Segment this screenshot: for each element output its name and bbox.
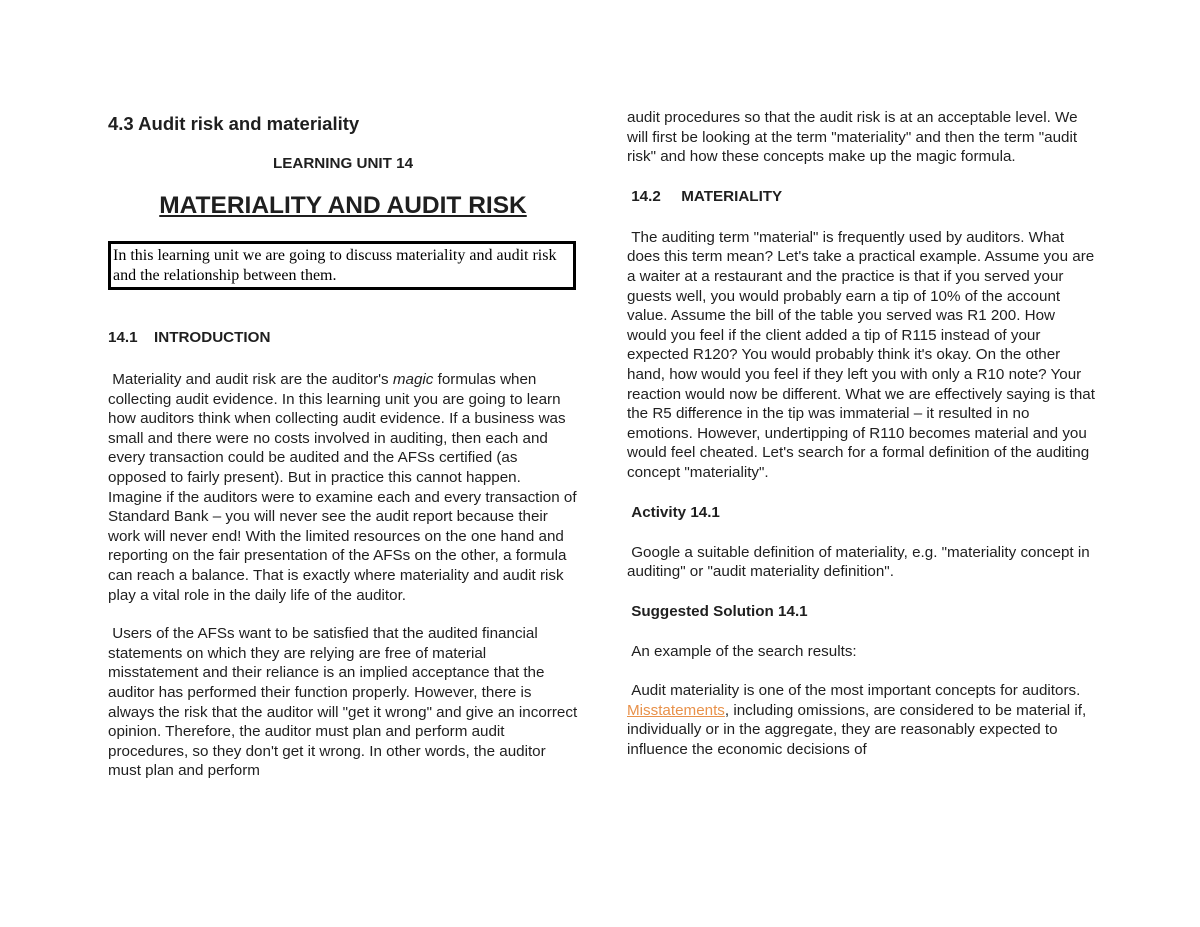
solution-heading <box>627 602 1097 622</box>
section-title: 4.3 Audit risk and materiality <box>108 113 360 134</box>
misstatements-link[interactable]: Misstatements <box>627 701 725 719</box>
paragraph-text-start: Materiality and audit risk are the auditor's <box>112 371 393 388</box>
paragraph-text-start: Audit materiality is one of the most important concepts for auditors. <box>631 682 1081 700</box>
materiality-paragraph <box>627 228 1097 483</box>
paragraph-text: Google a suitable definition of materiality, e.g. "materiality concept in auditing" or "audit materiality definition". <box>627 543 1090 581</box>
solution-paragraph <box>627 681 1097 759</box>
right-column <box>627 108 1097 760</box>
learning-unit-title: MATERIALITY AND AUDIT RISK <box>159 192 527 219</box>
heading-number: 14.2 <box>631 187 661 205</box>
paragraph-text-rest: formulas when collecting audit evidence. In this learning unit you are going to learn how auditors think when collecting audit evidence. If a business was small and there were no costs involved in auditing, then each and every transaction could be audited and the AFSs certified (as opposed to fairly present). But in practice this cannot happen. Imagine if the auditors were to examine each and every transaction of Standard Bank – you will never see the audit report because their work will never end! With the limited resources on the one hand and reporting on the fair presentation of the AFSs on the other, a formula can reach a balance. That is exactly where materiality and audit risk play a vital role in the daily life of the auditor. <box>108 371 577 604</box>
paragraph-text: The auditing term "material" is frequently used by auditors. What does this term mean? Let's take a practical example. Assume you are a waiter at a restaurant and the practice is that if you served your guests well, you would probably earn a tip of 10% of the account value. Assume the bill of the table you served was R1 200. How would you feel if the client added a tip of R115 instead of your expected R120? You would probably think it's okay. On the other hand, how would you feel if they left you with only a R10 note? Your reaction would now be different. What we are effectively saying is that the R5 difference in the tip was immaterial – it resulted in no emotions. However, undertipping of R110 becomes material and you would feel cheated. Let's search for a formal definition of the auditing concept "materiality". <box>627 228 1095 481</box>
paragraph-text: Users of the AFSs want to be satisfied that the audited financial statements on which they are relying are free of material misstatement and their reliance is an implied acceptance that the auditor has performed their function properly. However, there is always the risk that the auditor will "get it wrong" and give an incorrect opinion. Therefore, the auditor must plan and perform audit procedures, so they don't get it wrong. In other words, the auditor must plan and perform <box>108 625 578 780</box>
paragraph-text: An example of the search results: <box>631 642 857 660</box>
activity-heading <box>627 503 1097 523</box>
materiality-heading <box>627 187 1097 207</box>
introduction-heading <box>108 328 578 348</box>
learning-unit-label: LEARNING UNIT 14 <box>272 155 414 172</box>
users-paragraph <box>108 624 578 781</box>
activity-heading-text: Activity 14.1 <box>631 503 720 521</box>
heading-number: 14.1 <box>108 329 138 346</box>
paragraph-italic-word: magic <box>392 371 434 388</box>
heading-label: MATERIALITY <box>681 187 783 205</box>
left-column <box>108 108 578 781</box>
solution-intro <box>627 642 1097 662</box>
heading-label: INTRODUCTION <box>154 329 271 346</box>
solution-heading-text: Suggested Solution 14.1 <box>631 602 808 620</box>
activity-paragraph <box>627 543 1097 582</box>
intro-box: In this learning unit we are going to discuss materiality and audit risk and the relationship between them. <box>108 241 576 290</box>
paragraph-text-rest: , including omissions, are considered to be material if, individually or in the aggregate, they are reasonably expected to influence the economic decisions of <box>627 701 1087 759</box>
continued-paragraph: audit procedures so that the audit risk is at an acceptable level. We will first be looking at the term "materiality" and then the term "audit risk" and how these concepts make up the magic formula. <box>627 109 1078 166</box>
introduction-paragraph <box>108 370 578 605</box>
